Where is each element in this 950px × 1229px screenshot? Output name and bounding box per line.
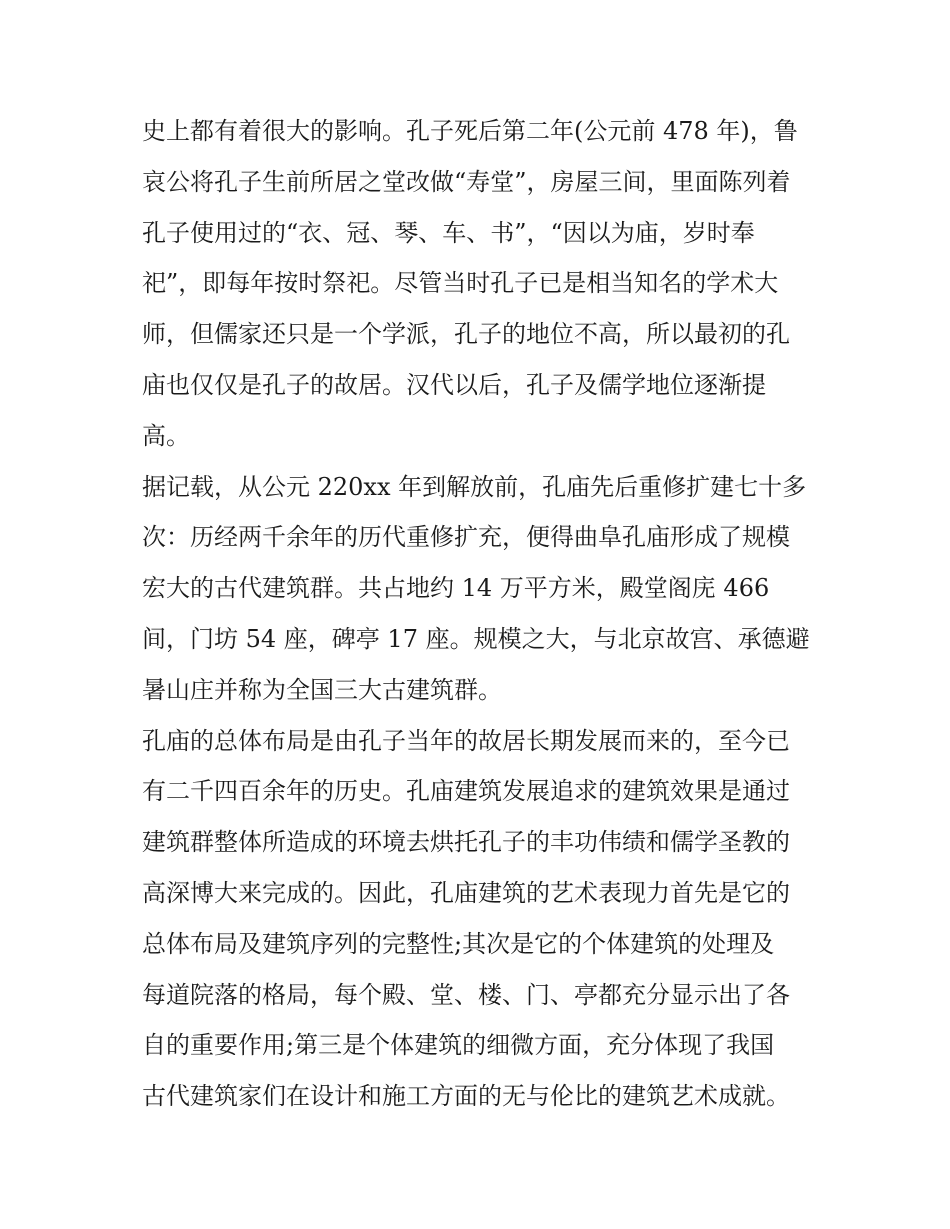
text-line: 建筑群整体所造成的环境去烘托孔子的丰功伟绩和儒学圣教的 <box>142 828 790 857</box>
document-body <box>142 106 822 1122</box>
paragraph-restoration-history <box>142 462 822 716</box>
text-line: 暑山庄并称为全国三大古建筑群。 <box>142 675 502 704</box>
text-line: 古代建筑家们在设计和施工方面的无与伦比的建筑艺术成就。 <box>142 1082 790 1111</box>
text-line: 孔庙的总体布局是由孔子当年的故居长期发展而来的，至今已 <box>142 726 790 755</box>
text-line: 孔子使用过的“衣、冠、琴、车、书”，“因以为庙，岁时奉 <box>142 218 755 247</box>
text-line: 每道院落的格局，每个殿、堂、楼、门、亭都充分显示出了各 <box>142 980 790 1009</box>
text-line: 师，但儒家还只是一个学派，孔子的地位不高，所以最初的孔 <box>142 320 790 349</box>
text-line: 高。 <box>142 421 190 450</box>
paragraph-confucius-shrine-origin <box>142 106 822 462</box>
text-line: 有二千四百余年的历史。孔庙建筑发展追求的建筑效果是通过 <box>142 777 790 806</box>
text-line: 史上都有着很大的影响。孔子死后第二年(公元前 478 年)，鲁 <box>142 117 798 145</box>
paragraph-overall-layout <box>142 716 822 1122</box>
text-line: 庙也仅仅是孔子的故居。汉代以后，孔子及儒学地位逐渐提 <box>142 370 766 399</box>
text-line: 高深博大来完成的。因此，孔庙建筑的艺术表现力首先是它的 <box>142 878 790 907</box>
text-line: 次：历经两千余年的历代重修扩充，便得曲阜孔庙形成了规模 <box>142 523 790 552</box>
text-line: 自的重要作用;第三是个体建筑的细微方面，充分体现了我国 <box>142 1031 775 1060</box>
text-line: 祀”，即每年按时祭祀。尽管当时孔子已是相当知名的学术大 <box>142 269 779 298</box>
text-line: 总体布局及建筑序列的完整性;其次是它的个体建筑的处理及 <box>142 929 775 958</box>
text-line: 宏大的古代建筑群。共占地约 14 万平方米，殿堂阁庑 466 <box>142 574 770 603</box>
text-line: 哀公将孔子生前所居之堂改做“寿堂”，房屋三间，里面陈列着 <box>142 167 791 196</box>
text-line: 间，门坊 54 座，碑亭 17 座。规模之大，与北京故宫、承德避 <box>142 624 810 653</box>
text-line: 据记载，从公元 220xx 年到解放前，孔庙先后重修扩建七十多 <box>142 472 807 501</box>
